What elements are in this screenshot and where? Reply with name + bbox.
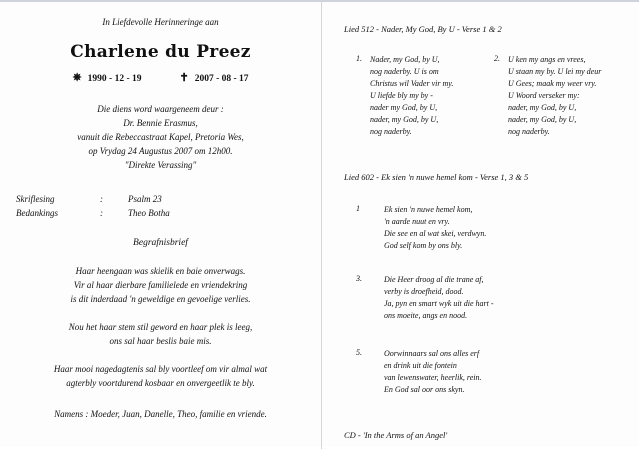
letter-title: Begrafnisbrief	[133, 238, 188, 248]
letter-paragraph	[0, 264, 321, 306]
service-line: Dr. Bennie Erasmus,	[123, 118, 198, 128]
deceased-name: Charlene du Preez	[70, 42, 251, 62]
verse-line: U ken my angs en vrees,	[508, 55, 586, 64]
program-value: Theo Botha	[128, 208, 170, 218]
verse-line: en drink uit die fontein	[384, 361, 457, 370]
program-label: Skriflesing	[16, 194, 55, 204]
letter-line: Nou het haar stem stil geword en haar plek is leeg,	[68, 322, 253, 332]
verse-line: U liefde bly my by -	[370, 91, 433, 100]
verse-line: nader, my God, by U,	[508, 115, 577, 124]
hymn-verse	[384, 204, 486, 252]
program-label: Bedankings	[16, 208, 58, 218]
verse-line: nog naderby.	[508, 127, 550, 136]
service-line: vanuit die Rebeccastraat Kapel, Pretoria Wes,	[77, 132, 244, 142]
cross-icon: ✝	[179, 72, 189, 84]
hymn-title: Lied 602 - Ek sien 'n nuwe hemel kom - Verse 1, 3 & 5	[344, 172, 529, 182]
life-dates	[0, 71, 321, 84]
verse-line: van lewenswater, heerlik, rein.	[384, 373, 482, 382]
hymn-verse	[508, 54, 601, 138]
intro-text: In Liefdevolle Herinneringe aan	[102, 17, 219, 27]
verse-line: nader, my God, by U,	[370, 115, 439, 124]
letter-line: Vir al haar dierbare familielede en vriendekring	[73, 280, 248, 290]
verse-number: 3.	[356, 274, 362, 283]
on-behalf-of: Namens : Moeder, Juan, Danelle, Theo, familie en vriende.	[54, 409, 267, 419]
letter-paragraph	[0, 320, 321, 348]
death-date: 2007 - 08 - 17	[194, 74, 249, 84]
letter-line: Haar mooi nagedagtenis sal bly voortleef om vir almal wat	[53, 364, 268, 374]
hymn-verse	[384, 348, 481, 396]
service-line: op Vrydag 24 Augustus 2007 om 12h00.	[88, 146, 233, 156]
right-page	[322, 2, 639, 449]
letter-paragraph	[0, 362, 321, 390]
verse-line: En God sal oor ons skyn.	[384, 385, 465, 394]
verse-line: nader, my God, by U,	[508, 103, 577, 112]
hymn-title: Lied 512 - Nader, My God, By U - Verse 1 & 2	[344, 24, 502, 34]
verse-line: verby is droefheid, dood.	[384, 287, 464, 296]
verse-number: 1	[356, 204, 360, 213]
program-separator: :	[100, 194, 103, 204]
program-separator: :	[100, 208, 103, 218]
verse-line: 'n aarde nuut en vry.	[384, 217, 450, 226]
hymn-verse	[370, 54, 453, 138]
verse-line: U staan my by. U lei my deur	[508, 67, 602, 76]
verse-line: Oorwinnaars sal ons alles erf	[384, 349, 480, 358]
verse-line: ons moeite, angs en nood.	[384, 311, 468, 320]
verse-line: Christus wil Vader vir my.	[370, 79, 454, 88]
service-details	[0, 102, 321, 172]
program-value: Psalm 23	[128, 194, 162, 204]
verse-line: Ja, pyn en smart wyk uit die hart -	[384, 299, 494, 308]
verse-line: U Woord verseker my:	[508, 91, 580, 100]
verse-line: nader my God, by U,	[370, 103, 438, 112]
verse-line: Die see en al wat skei, verdwyn.	[384, 229, 487, 238]
star-icon: ✵	[72, 72, 82, 84]
verse-line: nog naderby. U is om	[370, 67, 439, 76]
verse-line: Nader, my God, by U,	[370, 55, 440, 64]
service-line: "Direkte Verassing"	[124, 160, 197, 170]
birth-date: 1990 - 12 - 19	[87, 74, 142, 84]
letter-line: Haar heengaan was skielik en baie onverwags.	[75, 266, 246, 276]
verse-line: God self kom by ons bly.	[384, 241, 463, 250]
service-line: Die diens word waargeneem deur :	[97, 104, 224, 114]
verse-number: 1.	[356, 54, 362, 63]
letter-line: is dit inderdaad 'n geweldige en gevoelige verlies.	[70, 294, 251, 304]
letter-line: ons sal haar beslis baie mis.	[109, 336, 212, 346]
letter-line: agterbly voortdurend kosbaar en onvergeetlik te bly.	[66, 378, 255, 388]
verse-number: 2.	[494, 54, 500, 63]
verse-line: Die Heer droog al die trane af,	[384, 275, 484, 284]
cd-song: CD - 'In the Arms of an Angel'	[344, 430, 448, 440]
verse-line: Ek sien 'n nuwe hemel kom,	[384, 205, 473, 214]
hymn-verse	[384, 274, 494, 322]
verse-number: 5.	[356, 348, 362, 357]
left-page	[0, 2, 321, 449]
verse-line: U Gees; maak my weer vry.	[508, 79, 597, 88]
verse-line: nog naderby.	[370, 127, 412, 136]
